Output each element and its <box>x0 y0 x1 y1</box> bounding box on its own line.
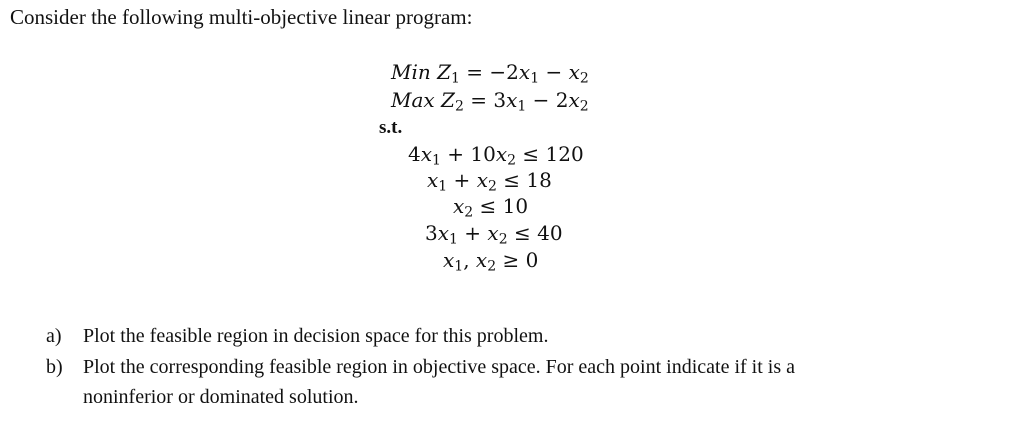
constraint-4: $3x_1 + x_2 \le 40$ <box>425 221 563 248</box>
question-a-text: Plot the feasible region in decision space for this problem. <box>83 325 549 347</box>
constraint-5: $x_1$, $x_2 \ge 0$ <box>443 248 539 275</box>
question-a <box>46 325 548 348</box>
constraint-2: $x_1 + x_2 \le 18$ <box>427 168 552 195</box>
objective-max-z2: Max $Z_2 = 3x_1 - 2x_2$ <box>391 88 589 115</box>
objective-min-z1: Min $Z_1 = -2x_1 - x_2$ <box>391 60 589 87</box>
constraint-3: $x_2 \le 10$ <box>453 194 529 221</box>
intro-text: Consider the following multi-objective linear program: <box>10 5 473 29</box>
question-b-text: Plot the corresponding feasible region in objective space. For each point indicate if it is a <box>83 356 796 378</box>
question-a-label: a) <box>46 325 62 347</box>
question-b-label: b) <box>46 356 63 378</box>
question-b-continuation: noninferior or dominated solution. <box>83 386 359 408</box>
subject-to-label: s.t. <box>379 117 403 138</box>
constraint-1: $4x_1 + 10x_2 \le 120$ <box>408 142 584 169</box>
question-b <box>46 356 795 379</box>
